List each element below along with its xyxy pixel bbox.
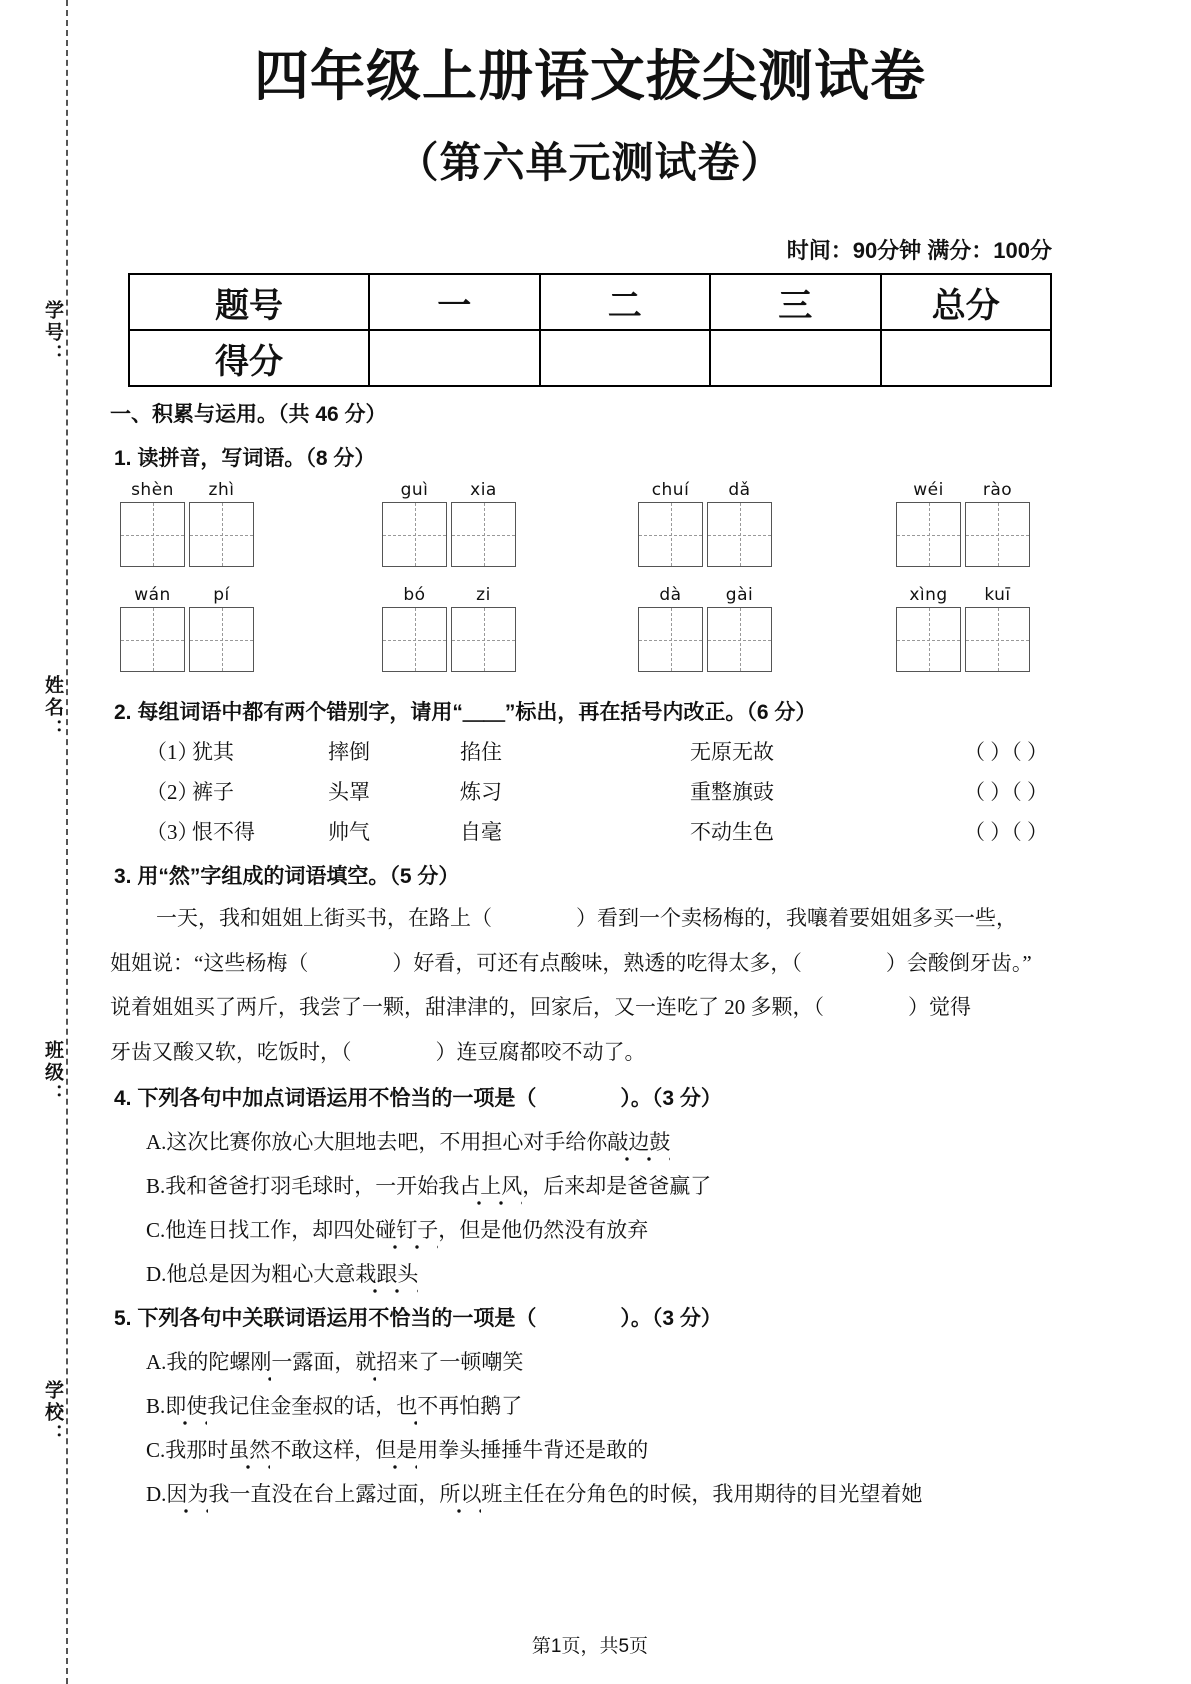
emphasized-word-1: 即使 xyxy=(165,1394,208,1419)
score-table-row-header-1: 题号 xyxy=(129,274,369,330)
q3-line-1[interactable]: 一天，我和姐姐上街买书，在路上（ ）看到一个卖杨梅的，我嚷着要姐姐多买一些， xyxy=(156,906,1017,931)
item-number: （1） xyxy=(146,740,199,765)
item-number: （2） xyxy=(146,780,199,805)
word-1: 裤子 xyxy=(192,780,234,805)
emphasized-phrase: 栽跟头 xyxy=(355,1262,419,1287)
score-cell-2[interactable] xyxy=(540,330,711,386)
writing-cell[interactable] xyxy=(382,502,447,567)
pinyin-syllable: wán xyxy=(134,585,171,606)
pinyin-group-5 xyxy=(120,585,254,672)
q5-option-c[interactable] xyxy=(146,1434,1070,1464)
score-table xyxy=(128,273,1052,387)
score-table-col-total: 总分 xyxy=(881,274,1052,330)
word-1: 恨不得 xyxy=(192,820,255,845)
writing-cell[interactable] xyxy=(189,607,254,672)
score-cell-total[interactable] xyxy=(881,330,1052,386)
pinyin-syllable: chuí xyxy=(651,480,690,501)
option-text-mid: 一露面， xyxy=(271,1350,356,1375)
option-label: C. xyxy=(146,1438,166,1463)
q4-option-d[interactable] xyxy=(146,1258,1070,1288)
question-1-heading: 1. 读拼音，写词语。（8 分） xyxy=(114,447,376,471)
pinyin-syllable: guì xyxy=(400,480,429,501)
option-label: D. xyxy=(146,1262,167,1287)
writing-cell[interactable] xyxy=(965,607,1030,672)
page-title: 四年级上册语文拔尖测试卷 xyxy=(253,45,926,107)
score-cell-3[interactable] xyxy=(710,330,881,386)
side-label-school: 学校： xyxy=(42,1380,63,1446)
pinyin-syllable: gài xyxy=(725,585,754,606)
word-3: 自毫 xyxy=(460,820,502,845)
pinyin-syllable: zi xyxy=(476,585,491,606)
option-label: B. xyxy=(146,1394,166,1419)
writing-cell[interactable] xyxy=(120,502,185,567)
writing-cell[interactable] xyxy=(896,502,961,567)
emphasized-word-1: 虽然 xyxy=(228,1438,271,1463)
option-label: A. xyxy=(146,1130,167,1155)
section-heading-1: 一、积累与运用。（共 46 分） xyxy=(110,403,387,427)
exam-sheet xyxy=(110,0,1070,1684)
emphasized-word-1: 刚 xyxy=(250,1350,272,1375)
word-4: 重整旗豉 xyxy=(690,780,774,805)
option-text-post: ，但是他仍然没有放弃 xyxy=(438,1218,649,1243)
question-2-heading: 2. 每组词语中都有两个错别字，请用“＿＿”标出，再在括号内改正。（6 分） xyxy=(114,701,817,725)
question-3-heading: 3. 用“然”字组成的词语填空。（5 分） xyxy=(114,865,460,889)
word-1: 犹其 xyxy=(192,740,234,765)
option-text-pre: 我的陀螺 xyxy=(166,1350,251,1375)
pinyin-syllable: bó xyxy=(403,585,426,606)
pinyin-group-2 xyxy=(382,480,516,567)
q3-line-2[interactable]: 姐姐说：“这些杨梅（ ）好看，可还有点酸味，熟透的吃得太多，（ ）会酸倒牙齿。” xyxy=(110,950,1032,975)
question-4-heading: 4. 下列各句中加点词语运用不恰当的一项是（ ）。（3 分） xyxy=(114,1087,722,1111)
word-3: 掐住 xyxy=(460,740,502,765)
writing-cell[interactable] xyxy=(382,607,447,672)
option-text-mid: 我一直没在台上露过面， xyxy=(208,1482,440,1507)
writing-cell[interactable] xyxy=(707,502,772,567)
emphasized-word-2: 也 xyxy=(396,1394,418,1419)
option-text-post: 用拳头捶捶牛背还是敢的 xyxy=(417,1438,649,1463)
score-table-col-2: 二 xyxy=(540,274,711,330)
word-2: 头罩 xyxy=(328,780,370,805)
score-cell-1[interactable] xyxy=(369,330,540,386)
table-row xyxy=(129,274,1051,330)
option-text-post: 不再怕鹅了 xyxy=(417,1394,523,1419)
option-text-post: 班主任在分角色的时候，我用期待的目光望着她 xyxy=(481,1482,923,1507)
answer-brackets[interactable]: （ ）（ ） xyxy=(964,740,1048,765)
pinyin-syllable: kuī xyxy=(984,585,1011,606)
pinyin-group-7 xyxy=(638,585,772,672)
pinyin-row-1 xyxy=(110,480,1070,577)
emphasized-word-2: 就 xyxy=(355,1350,377,1375)
writing-cell[interactable] xyxy=(189,502,254,567)
q2-row-3 xyxy=(146,816,1070,846)
option-text-post: 招来了一顿嘲笑 xyxy=(376,1350,524,1375)
option-text-pre: 我那时 xyxy=(165,1438,229,1463)
question-5-heading: 5. 下列各句中关联词语运用不恰当的一项是（ ）。（3 分） xyxy=(114,1307,722,1331)
emphasized-phrase: 占上风 xyxy=(459,1174,523,1199)
pinyin-syllable: xìng xyxy=(909,585,948,606)
pinyin-syllable: rào xyxy=(982,480,1013,501)
option-label: C. xyxy=(146,1218,166,1243)
q5-option-d[interactable] xyxy=(146,1478,1070,1508)
option-text-pre: 这次比赛你放心大胆地去吧，不用担心对手给你 xyxy=(166,1130,608,1155)
binding-dashed-line xyxy=(66,0,68,1684)
word-2: 帅气 xyxy=(328,820,370,845)
pinyin-syllable: xia xyxy=(470,480,497,501)
option-text-mid: 不敢这样， xyxy=(270,1438,376,1463)
writing-cell[interactable] xyxy=(638,607,703,672)
writing-cell[interactable] xyxy=(120,607,185,672)
time-and-total-score: 时间：90分钟 满分：100分 xyxy=(786,238,1052,264)
score-table-col-1: 一 xyxy=(369,274,540,330)
emphasized-word-1: 因为 xyxy=(166,1482,209,1507)
writing-cell[interactable] xyxy=(638,502,703,567)
table-row xyxy=(129,330,1051,386)
q3-line-3[interactable]: 说着姐姐买了两斤，我尝了一颗，甜津津的，回家后，又一连吃了 20 多颗，（ ）觉得 xyxy=(110,995,971,1020)
writing-cell[interactable] xyxy=(451,502,516,567)
page-subtitle: （第六单元测试卷） xyxy=(396,139,784,187)
option-text-pre: 他总是因为粗心大意 xyxy=(166,1262,356,1287)
pinyin-row-2 xyxy=(110,585,1070,682)
option-text-pre: 我和爸爸打羽毛球时，一开始我 xyxy=(165,1174,460,1199)
word-4: 不动生色 xyxy=(690,820,774,845)
q2-row-1 xyxy=(146,736,1070,766)
pinyin-group-6 xyxy=(382,585,516,672)
word-2: 摔倒 xyxy=(328,740,370,765)
side-label-name: 姓名： xyxy=(42,675,63,741)
pinyin-group-1 xyxy=(120,480,254,567)
q5-option-a[interactable] xyxy=(146,1346,1070,1376)
option-text-post: ，后来却是爸爸赢了 xyxy=(522,1174,712,1199)
emphasized-word-2: 所以 xyxy=(439,1482,482,1507)
pinyin-syllable: wéi xyxy=(913,480,944,501)
answer-brackets[interactable]: （ ）（ ） xyxy=(964,780,1048,805)
pinyin-syllable: zhì xyxy=(208,480,235,501)
page-footer: 第1页，共5页 xyxy=(531,1636,649,1657)
emphasized-phrase: 敲边鼓 xyxy=(607,1130,671,1155)
pinyin-group-3 xyxy=(638,480,772,567)
writing-cell[interactable] xyxy=(707,607,772,672)
word-4: 无原无故 xyxy=(690,740,774,765)
pinyin-syllable: pí xyxy=(213,585,230,606)
writing-cell[interactable] xyxy=(451,607,516,672)
q4-option-b[interactable] xyxy=(146,1170,1070,1200)
word-3: 炼习 xyxy=(460,780,502,805)
option-text-pre: 他连日找工作，却四处 xyxy=(165,1218,376,1243)
pinyin-syllable: dǎ xyxy=(728,480,751,501)
writing-cell[interactable] xyxy=(965,502,1030,567)
writing-cell[interactable] xyxy=(896,607,961,672)
option-label: D. xyxy=(146,1482,167,1507)
option-label: A. xyxy=(146,1350,167,1375)
pinyin-group-4 xyxy=(896,480,1030,567)
score-table-col-3: 三 xyxy=(710,274,881,330)
side-label-class: 班级： xyxy=(42,1040,63,1106)
score-table-row-header-2: 得分 xyxy=(129,330,369,386)
q4-option-c[interactable] xyxy=(146,1214,1070,1244)
emphasized-word-2: 但是 xyxy=(375,1438,418,1463)
side-label-student-id: 学号： xyxy=(42,300,63,366)
q3-line-4[interactable]: 牙齿又酸又软，吃饭时，（ ）连豆腐都咬不动了。 xyxy=(110,1039,646,1064)
pinyin-group-8 xyxy=(896,585,1030,672)
option-label: B. xyxy=(146,1174,166,1199)
item-number: （3） xyxy=(146,820,199,845)
q5-option-b[interactable] xyxy=(146,1390,1070,1420)
option-text-mid: 我记住金奎叔的话， xyxy=(207,1394,397,1419)
q4-option-a[interactable] xyxy=(146,1126,1070,1156)
emphasized-phrase: 碰钉子 xyxy=(375,1218,439,1243)
pinyin-syllable: dà xyxy=(659,585,682,606)
pinyin-syllable: shèn xyxy=(131,480,174,501)
q2-row-2 xyxy=(146,776,1070,806)
answer-brackets[interactable]: （ ）（ ） xyxy=(964,820,1048,845)
